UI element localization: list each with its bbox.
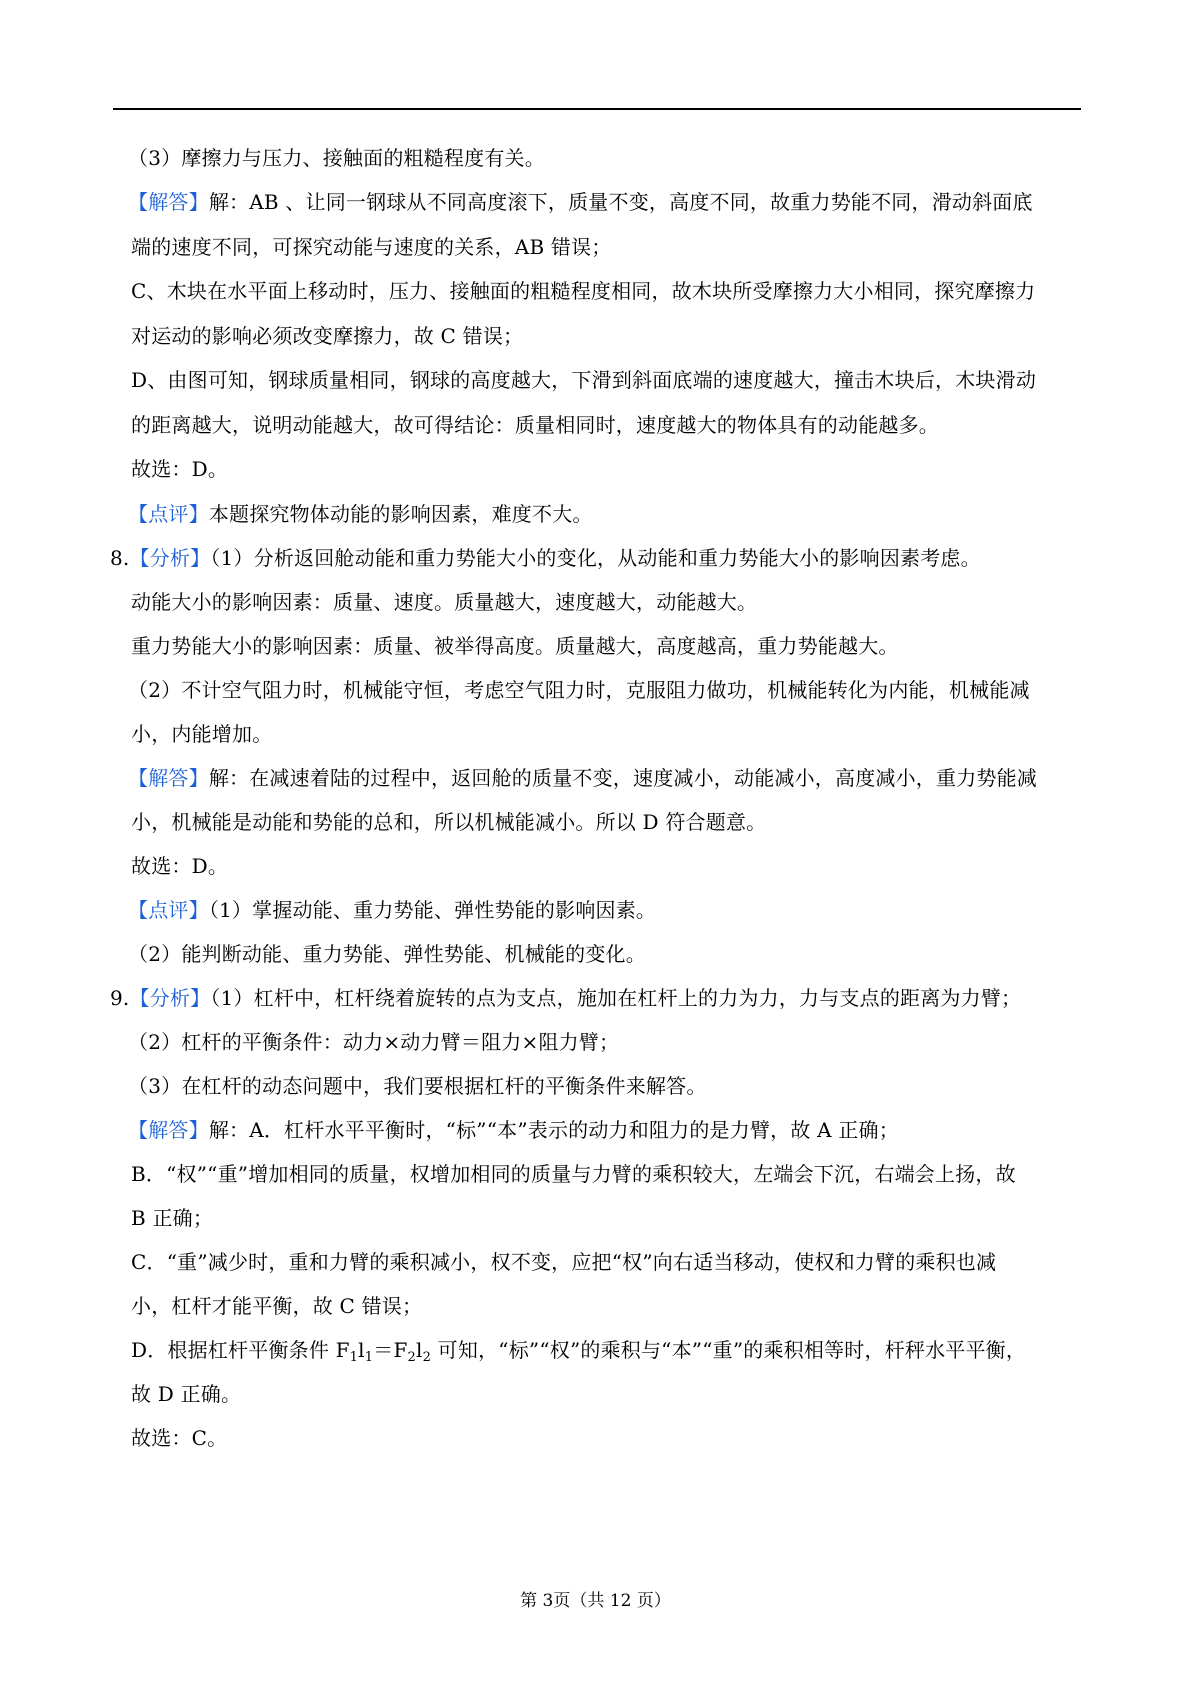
text-line: D、由图可知，钢球质量相同，钢球的高度越大，下滑到斜面底端的速度越大，撞击木块后，木块滑动 [131, 368, 1037, 392]
text-line: 的距离越大，说明动能越大，故可得结论：质量相同时，速度越大的物体具有的动能越多。 [131, 413, 939, 437]
dianping-tag: 【点评】 [128, 502, 209, 526]
formula-line: D．根据杠杆平衡条件 $F_1l_1=F_2l_2$ 可知，“标”“权”的乘积与“本”“重”的乘积相等时，杆秤水平平衡， [131, 1338, 1027, 1365]
text-line: 重力势能大小的影响因素：质量、被举得高度。质量越大，高度越高，重力势能越大。 [131, 634, 899, 658]
text-line: 故选：C。 [131, 1426, 228, 1450]
text-line: 【点评】本题探究物体动能的影响因素，难度不大。 [128, 502, 593, 526]
text-line: 故 D 正确。 [131, 1382, 242, 1406]
fenxi-tag: 【分析】 [129, 986, 211, 1010]
text-line: 小，机械能是动能和势能的总和，所以机械能减小。所以 D 符合题意。 [131, 810, 767, 834]
text-line: （3）摩擦力与压力、接触面的粗糙程度有关。 [128, 146, 545, 170]
text-line: 【解答】解：在减速着陆的过程中，返回舱的质量不变，速度减小，动能减小，高度减小，重力势能减 [128, 766, 1038, 790]
text-line: B．“权”“重”增加相同的质量，权增加相同的质量与力臂的乘积较大，左端会下沉，右端会上扬，故 [131, 1162, 1016, 1186]
text-line: 对运动的影响必须改变摩擦力，故 C 错误； [131, 324, 524, 348]
question-number: 8. [110, 546, 130, 570]
text-line: （2）能判断动能、重力势能、弹性势能、机械能的变化。 [128, 942, 646, 966]
text-line: 小，杠杆才能平衡，故 C 错误； [131, 1294, 423, 1318]
fenxi-tag: 【分析】 [129, 546, 211, 570]
header-rule [113, 108, 1081, 110]
jieda-tag: 【解答】 [128, 190, 209, 214]
jieda-tag: 【解答】 [128, 766, 209, 790]
question-8-line: 8.【分析】（1）分析返回舱动能和重力势能大小的变化，从动能和重力势能大小的影响因素考虑。 [110, 546, 981, 570]
text-line: 故选：D。 [131, 457, 229, 481]
text-line: C．“重”减少时，重和力臂的乘积减小，权不变，应把“权”向右适当移动，使权和力臂的乘积也减 [131, 1250, 997, 1274]
text-line: 故选：D。 [131, 854, 229, 878]
text-line: 【解答】解：AB 、让同一钢球从不同高度滚下，质量不变，高度不同，故重力势能不同，滑动斜面底 [128, 190, 1033, 214]
text-line: 小，内能增加。 [131, 722, 273, 746]
text-line: C、木块在水平面上移动时，压力、接触面的粗糙程度相同，故木块所受摩擦力大小相同，探究摩擦力 [131, 279, 1036, 303]
text-line: 【解答】解：A．杠杆水平平衡时，“标”“本”表示的动力和阻力的是力臂，故 A 正确； [128, 1118, 899, 1142]
dianping-tag: 【点评】 [128, 898, 209, 922]
jieda-tag: 【解答】 [128, 1118, 209, 1142]
page-footer: 第 3页（共 12 页） [520, 1591, 671, 1611]
text-line: 【点评】（1）掌握动能、重力势能、弹性势能的影响因素。 [128, 898, 657, 922]
text-line: B 正确； [131, 1206, 214, 1230]
question-9-line: 9.【分析】（1）杠杆中，杠杆绕着旋转的点为支点，施加在杠杆上的力为力，力与支点的距离为力臂； [110, 986, 1022, 1010]
text-line: （2）杠杆的平衡条件：动力×动力臂＝阻力×阻力臂； [128, 1030, 620, 1054]
text-line: （3）在杠杆的动态问题中，我们要根据杠杆的平衡条件来解答。 [128, 1074, 707, 1098]
question-number: 9. [110, 986, 130, 1010]
text-line: 端的速度不同，可探究动能与速度的关系，AB 错误； [131, 235, 612, 259]
text-line: 动能大小的影响因素：质量、速度。质量越大，速度越大，动能越大。 [131, 590, 758, 614]
text-line: （2）不计空气阻力时，机械能守恒，考虑空气阻力时，克服阻力做功，机械能转化为内能，机械能减 [128, 678, 1030, 702]
